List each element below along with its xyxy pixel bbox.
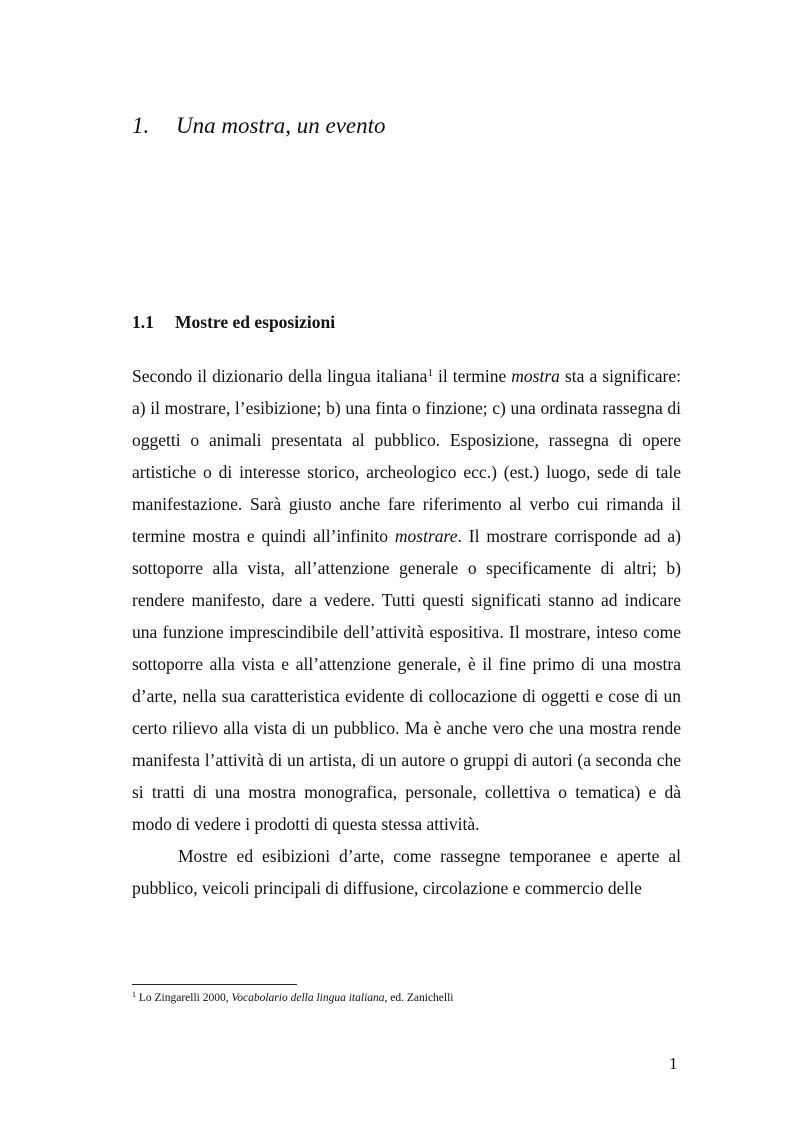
paragraph-1-intro: Secondo il dizionario della lingua italiana (132, 366, 428, 386)
section-title-text: Mostre ed esposizioni (175, 312, 336, 332)
footnote-reference[interactable]: 1 (427, 367, 433, 379)
paragraph-1-part-2: sta a significare: a) il mostrare, l’esibizione; b) una finta o finzione; c) una ordinata rassegna di oggetti o animali presentata al pubblico. Esposizione, rassegna di opere artistiche o di interesse storico, archeologico ecc.) (est.) luogo, sede di tale manifestazione. Sarà giusto anche fare riferimento al verbo cui rimanda il termine mostra e quindi all’infinito (132, 366, 681, 546)
footnote-marker: 1 (132, 990, 136, 999)
footnote-publisher: , ed. Zanichelli (384, 992, 454, 1004)
paragraph-2-text: Mostre ed esibizioni d’arte, come rassegne temporanee e aperte al pubblico, veicoli principali di diffusione, circolazione e commercio delle (132, 846, 681, 898)
section-number: 1.1 (132, 312, 154, 332)
footnote (132, 992, 454, 1004)
page-number: 1 (669, 1054, 678, 1073)
paragraph-1 (132, 360, 681, 840)
footnote-divider (132, 984, 297, 985)
footnote-author: Lo Zingarelli 2000, (136, 992, 232, 1004)
chapter-title (132, 113, 386, 139)
footnote-work-title: Vocabolario della lingua italiana (231, 992, 385, 1004)
paragraph-1-part-1: il termine (432, 366, 512, 386)
paragraph-1-part-3: . Il mostrare corrisponde ad a) sottoporre alla vista, all’attenzione generale o specificamente di altri; b) rendere manifesto, dare a vedere. Tutti questi significati stanno ad indicare una funzione imprescindibile dell’attività espositiva. Il mostrare, inteso come sottoporre alla vista e all’attenzione generale, è il fine primo di una mostra d’arte, nella sua caratteristica evidente di collocazione di oggetti e cose di un certo rilievo alla vista di un pubblico. Ma è anche vero che una mostra rende manifesta l’attività di un artista, di un autore o gruppi di autori (a seconda che si tratti di una mostra monografica, personale, collettiva o tematica) e dà modo di vedere i prodotti di questa stessa attività. (132, 526, 681, 834)
body-text (132, 360, 681, 904)
chapter-number: 1. (132, 113, 150, 138)
section-heading (132, 312, 335, 333)
term-mostrare: mostrare (394, 526, 458, 546)
term-mostra: mostra (511, 366, 560, 386)
chapter-title-text: Una mostra, un evento (176, 113, 386, 138)
paragraph-2 (132, 840, 681, 904)
